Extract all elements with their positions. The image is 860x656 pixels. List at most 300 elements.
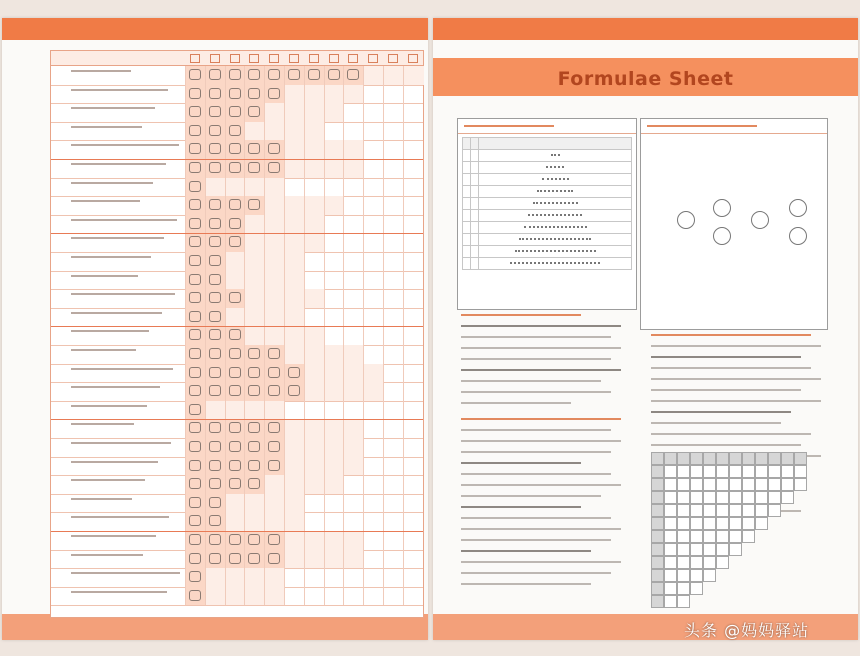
- grid-cell: [664, 530, 677, 543]
- tracker-cell: [284, 550, 305, 569]
- progress-mark: [189, 162, 201, 173]
- tracker-cell: [185, 122, 206, 141]
- grid-cell: [716, 517, 729, 530]
- grid-cell: [664, 569, 677, 582]
- tracker-cell: [225, 326, 246, 345]
- text-line: [651, 378, 821, 380]
- progress-mark: [229, 292, 241, 303]
- tracker-cell: [244, 252, 265, 271]
- header-column: [368, 54, 378, 63]
- progress-mark: [209, 255, 221, 266]
- tracker-cell: [225, 271, 246, 290]
- tracker-cell: [244, 233, 265, 252]
- tracker-cell: [363, 122, 384, 141]
- tracker-cell: [403, 550, 424, 569]
- tracker-cell: [304, 196, 325, 215]
- tracker-cell: [383, 364, 404, 383]
- progress-mark: [268, 348, 280, 359]
- tracker-cell: [363, 103, 384, 122]
- tracker-cell: [284, 401, 305, 420]
- number-bonds-diagram: [651, 199, 821, 259]
- progress-mark: [229, 348, 241, 359]
- tracker-cell: [383, 345, 404, 364]
- tracker-cell: [324, 308, 345, 327]
- tracker-cell: [324, 345, 345, 364]
- grid-cell: [690, 517, 703, 530]
- tracker-cell: [304, 85, 325, 104]
- tracker-cell: [225, 568, 246, 587]
- tracker-cell: [185, 66, 206, 85]
- tracker-cell: [244, 550, 265, 569]
- grid-cell: [651, 504, 664, 517]
- tracker-cell: [343, 233, 364, 252]
- text-line: [461, 440, 621, 442]
- progress-mark: [189, 311, 201, 322]
- tracker-cell: [324, 122, 345, 141]
- tracker-cell: [205, 233, 226, 252]
- grid-cell: [742, 530, 755, 543]
- text-line: [461, 380, 601, 382]
- tracker-cell: [185, 587, 206, 606]
- progress-mark: [209, 143, 221, 154]
- progress-mark: [189, 590, 201, 601]
- grid-cell: [794, 465, 807, 478]
- text-line: [461, 358, 611, 360]
- tracker-cell: [304, 326, 325, 345]
- tracker-cell: [304, 345, 325, 364]
- tracker-cell: [304, 494, 325, 513]
- tracker-cell: [324, 457, 345, 476]
- tracker-cell: [244, 475, 265, 494]
- triangle-table-cell: [471, 198, 479, 210]
- triangle-table-cell: [463, 162, 471, 174]
- progress-mark: [189, 404, 201, 415]
- tracker-cell: [185, 308, 206, 327]
- tracker-cell: [264, 587, 285, 606]
- dot-pattern: [546, 166, 564, 170]
- tracker-cell: [383, 85, 404, 104]
- progress-mark: [248, 422, 260, 433]
- tracker-cell: [244, 401, 265, 420]
- tracker-cell: [225, 140, 246, 159]
- tracker-cell: [284, 233, 305, 252]
- tracker-cell: [343, 587, 364, 606]
- tracker-row: [51, 568, 423, 588]
- progress-mark: [248, 143, 260, 154]
- tracker-cell: [403, 512, 424, 531]
- tracker-cell: [343, 196, 364, 215]
- text-line: [651, 411, 791, 413]
- grid-cell: [651, 465, 664, 478]
- progress-mark: [268, 367, 280, 378]
- header-column: [230, 54, 240, 63]
- tracker-cell: [343, 401, 364, 420]
- row-cells: [185, 308, 423, 327]
- tracker-cell: [244, 457, 265, 476]
- tracker-cell: [403, 568, 424, 587]
- tracker-cell: [185, 103, 206, 122]
- grid-cell: [755, 452, 768, 465]
- row-cells: [185, 85, 423, 104]
- progress-mark: [209, 274, 221, 285]
- row-cells: [185, 159, 423, 178]
- progress-mark: [189, 441, 201, 452]
- tracker-cell: [304, 178, 325, 197]
- grid-cell: [768, 491, 781, 504]
- progress-mark: [248, 478, 260, 489]
- row-objective-text: [71, 200, 140, 205]
- progress-mark: [229, 199, 241, 210]
- tracker-cell: [225, 512, 246, 531]
- tracker-cell: [324, 382, 345, 401]
- progress-mark: [229, 367, 241, 378]
- text-line: [651, 422, 781, 424]
- tracker-cell: [363, 140, 384, 159]
- triangle-table-row: [463, 186, 632, 198]
- tracker-cell: [225, 178, 246, 197]
- progress-mark: [268, 460, 280, 471]
- triangle-table-cell: [463, 234, 471, 246]
- tracker-cell: [363, 419, 384, 438]
- grid-cell: [768, 465, 781, 478]
- progress-mark: [288, 69, 300, 80]
- tracker-row: [51, 140, 423, 160]
- dot-pattern: [515, 250, 596, 254]
- grid-cell: [781, 478, 794, 491]
- tracker-cell: [343, 550, 364, 569]
- tracker-row: [51, 271, 423, 291]
- grid-cell: [703, 452, 716, 465]
- grid-cell: [703, 465, 716, 478]
- tracker-cell: [205, 345, 226, 364]
- tracker-cell: [225, 550, 246, 569]
- tracker-cell: [383, 382, 404, 401]
- tracker-row: [51, 382, 423, 402]
- text-line: [651, 400, 821, 402]
- text-line: [461, 418, 621, 420]
- text-line: [461, 473, 611, 475]
- progress-mark: [189, 534, 201, 545]
- tracker-cell: [284, 345, 305, 364]
- grid-cell: [729, 504, 742, 517]
- row-cells: [185, 103, 423, 122]
- tracker-cell: [383, 66, 404, 85]
- grid-cell: [729, 478, 742, 491]
- tracker-cell: [403, 326, 424, 345]
- tracker-cell: [185, 382, 206, 401]
- tracker-cell: [205, 457, 226, 476]
- tracker-row: [51, 233, 423, 253]
- triangle-table-cell: [463, 258, 471, 270]
- tracker-row: [51, 252, 423, 272]
- section-divider: [51, 326, 423, 327]
- progress-mark: [288, 367, 300, 378]
- progress-mark: [189, 274, 201, 285]
- tracker-cell: [225, 457, 246, 476]
- progress-mark: [189, 422, 201, 433]
- tracker-cell: [383, 233, 404, 252]
- tracker-cell: [205, 252, 226, 271]
- row-objective-text: [71, 479, 145, 484]
- tracker-cell: [403, 140, 424, 159]
- row-cells: [185, 438, 423, 457]
- triangle-table-row: [463, 258, 632, 270]
- tracker-cell: [324, 196, 345, 215]
- triangle-table-cell: [463, 198, 471, 210]
- header-column: [289, 54, 299, 63]
- tracker-row: [51, 159, 423, 179]
- grid-cell: [716, 543, 729, 556]
- tracker-cell: [403, 85, 424, 104]
- grid-cell: [677, 582, 690, 595]
- tracker-cell: [343, 438, 364, 457]
- triangle-table-cell: [479, 222, 632, 234]
- tracker-cell: [225, 289, 246, 308]
- triangle-table-row: [463, 222, 632, 234]
- tracker-cell: [264, 85, 285, 104]
- tracker-row: [51, 178, 423, 198]
- grid-cell: [716, 491, 729, 504]
- tracker-cell: [244, 159, 265, 178]
- text-line: [461, 325, 621, 327]
- progress-mark: [248, 534, 260, 545]
- triangle-table-cell: [479, 186, 632, 198]
- tracker-cell: [225, 103, 246, 122]
- tracker-cell: [264, 178, 285, 197]
- tracker-cell: [304, 159, 325, 178]
- tracker-cell: [304, 364, 325, 383]
- header-column: [269, 54, 279, 63]
- tracker-cell: [185, 568, 206, 587]
- grid-cell: [664, 582, 677, 595]
- tracker-cell: [244, 103, 265, 122]
- tracker-cell: [363, 512, 384, 531]
- progress-mark: [189, 329, 201, 340]
- tracker-cell: [244, 140, 265, 159]
- row-cells: [185, 587, 423, 606]
- progress-mark: [229, 385, 241, 396]
- grid-cell: [690, 452, 703, 465]
- progress-mark: [229, 553, 241, 564]
- triangle-table-row: [463, 162, 632, 174]
- triangle-table-cell: [471, 174, 479, 186]
- text-line: [461, 484, 621, 486]
- tracker-cell: [304, 382, 325, 401]
- section-divider: [51, 531, 423, 532]
- tracker-cell: [343, 512, 364, 531]
- section-divider: [51, 159, 423, 160]
- triangle-table-cell: [479, 258, 632, 270]
- progress-mark: [189, 181, 201, 192]
- tracker-cell: [244, 438, 265, 457]
- watermark: 头条 @妈妈驿站: [684, 621, 810, 640]
- row-cells: [185, 140, 423, 159]
- tracker-cell: [403, 289, 424, 308]
- tracker-cell: [324, 531, 345, 550]
- row-cells: [185, 382, 423, 401]
- tracker-cell: [363, 233, 384, 252]
- tracker-cell: [403, 345, 424, 364]
- tracker-cell: [324, 494, 345, 513]
- bond-circle-left-bottom: [713, 227, 731, 245]
- triangle-numbers-box: [457, 118, 637, 310]
- tracker-cell: [264, 289, 285, 308]
- tracker-cell: [383, 308, 404, 327]
- tracker-row: [51, 438, 423, 458]
- tracker-cell: [363, 252, 384, 271]
- dot-pattern: [533, 202, 578, 206]
- tracker-header: [51, 51, 423, 66]
- tracker-cell: [383, 550, 404, 569]
- tracker-row: [51, 345, 423, 365]
- tracker-cell: [205, 103, 226, 122]
- grid-cell: [664, 595, 677, 608]
- row-objective-text: [71, 535, 156, 540]
- progress-mark: [229, 125, 241, 136]
- tracker-cell: [403, 271, 424, 290]
- tracker-cell: [383, 326, 404, 345]
- tracker-row: [51, 494, 423, 514]
- grid-cell: [781, 491, 794, 504]
- grid-cell: [651, 595, 664, 608]
- progress-mark: [189, 69, 201, 80]
- text-line: [461, 402, 571, 404]
- tracker-row: [51, 475, 423, 495]
- progress-mark: [209, 69, 221, 80]
- tracker-cell: [363, 587, 384, 606]
- tracker-cell: [264, 103, 285, 122]
- section-divider: [51, 419, 423, 420]
- tracker-cell: [284, 308, 305, 327]
- grid-cell: [729, 517, 742, 530]
- grid-cell: [690, 478, 703, 491]
- tracker-row: [51, 550, 423, 570]
- progress-mark: [189, 292, 201, 303]
- text-line: [651, 389, 801, 391]
- progress-mark: [229, 236, 241, 247]
- text-line: [461, 495, 601, 497]
- tracker-cell: [403, 122, 424, 141]
- tracker-cell: [324, 550, 345, 569]
- section-divider: [51, 233, 423, 234]
- row-objective-text: [71, 144, 179, 149]
- tracker-cell: [304, 140, 325, 159]
- tracker-cell: [264, 159, 285, 178]
- tracker-cell: [383, 103, 404, 122]
- triangle-table-row: [463, 174, 632, 186]
- triangle-table-cell: [471, 246, 479, 258]
- grid-cell: [651, 530, 664, 543]
- tracker-cell: [324, 568, 345, 587]
- progress-mark: [268, 441, 280, 452]
- grid-cell: [664, 478, 677, 491]
- progress-mark: [189, 218, 201, 229]
- tracker-cell: [324, 66, 345, 85]
- tracker-cell: [343, 326, 364, 345]
- tracker-cell: [264, 66, 285, 85]
- progress-mark: [229, 69, 241, 80]
- progress-mark: [189, 478, 201, 489]
- tracker-cell: [244, 122, 265, 141]
- triangle-numbers-table: [462, 137, 632, 270]
- progress-mark: [229, 534, 241, 545]
- grid-cell: [677, 569, 690, 582]
- text-line: [461, 462, 581, 464]
- tracker-cell: [403, 178, 424, 197]
- progress-mark: [189, 125, 201, 136]
- text-line: [461, 517, 611, 519]
- tracker-cell: [363, 568, 384, 587]
- row-cells: [185, 233, 423, 252]
- progress-mark: [248, 367, 260, 378]
- tracker-cell: [363, 215, 384, 234]
- tracker-row: [51, 196, 423, 216]
- tracker-cell: [264, 512, 285, 531]
- tracker-cell: [185, 419, 206, 438]
- tracker-cell: [383, 438, 404, 457]
- progress-mark: [268, 553, 280, 564]
- tracker-cell: [383, 587, 404, 606]
- tracker-cell: [205, 85, 226, 104]
- grid-cell: [664, 543, 677, 556]
- row-cells: [185, 512, 423, 531]
- tracker-cell: [343, 419, 364, 438]
- row-cells: [185, 419, 423, 438]
- bond-circle-left: [677, 211, 695, 229]
- tracker-cell: [244, 364, 265, 383]
- tracker-cell: [403, 531, 424, 550]
- tracker-cell: [205, 382, 226, 401]
- progress-mark: [248, 69, 260, 80]
- progress-mark: [189, 88, 201, 99]
- tracker-cell: [284, 475, 305, 494]
- tracker-cell: [343, 289, 364, 308]
- progress-mark: [189, 515, 201, 526]
- tracker-cell: [343, 85, 364, 104]
- triangle-table-row: [463, 210, 632, 222]
- tracker-cell: [284, 494, 305, 513]
- text-line: [651, 433, 811, 435]
- dot-pattern: [537, 190, 573, 194]
- tracker-cell: [383, 289, 404, 308]
- tracker-cell: [225, 252, 246, 271]
- triangle-table-cell: [479, 246, 632, 258]
- row-objective-text: [71, 386, 160, 391]
- progress-mark: [189, 236, 201, 247]
- tracker-cell: [324, 326, 345, 345]
- triangle-table-cell: [479, 210, 632, 222]
- tracker-row: [51, 308, 423, 328]
- progress-mark: [189, 497, 201, 508]
- row-cells: [185, 122, 423, 141]
- row-cells: [185, 475, 423, 494]
- row-objective-text: [71, 498, 132, 503]
- row-cells: [185, 326, 423, 345]
- grid-cell: [664, 452, 677, 465]
- progress-mark: [229, 162, 241, 173]
- tracker-cell: [363, 308, 384, 327]
- text-line: [461, 347, 621, 349]
- tracker-cell: [324, 512, 345, 531]
- tracker-cell: [185, 550, 206, 569]
- grid-cell: [794, 452, 807, 465]
- tracker-cell: [403, 252, 424, 271]
- text-line: [651, 367, 811, 369]
- tracker-cell: [264, 550, 285, 569]
- triangle-table-cell: [471, 150, 479, 162]
- grid-cell: [664, 517, 677, 530]
- progress-mark: [248, 199, 260, 210]
